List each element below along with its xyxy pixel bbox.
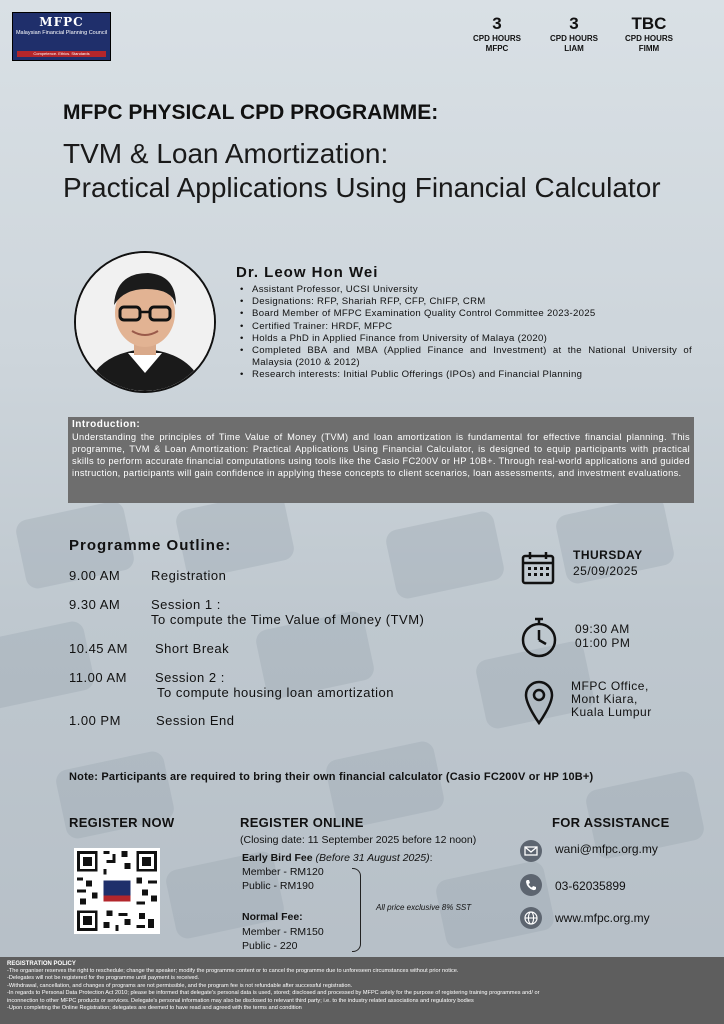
- policy-line: inconnection to other MFPC products or services. Delegate's personal information may also be disclosed to relevant third party; i.e. to the industry related associations and regulatory bodies: [7, 997, 474, 1004]
- normal-public-fee: Public - 220: [242, 940, 298, 952]
- outline-time: 1.00 PM: [69, 713, 121, 728]
- outline-time: 9.00 AM: [69, 568, 121, 583]
- logo-subtitle: Malaysian Financial Planning Council: [15, 30, 108, 36]
- policy-line: -Withdrawal, cancellation, and changes of programs are not permissible, and the program fee is not refundable after successful registration.: [7, 982, 353, 989]
- normal-member-fee: Member - RM150: [242, 926, 324, 938]
- speaker-credentials: [240, 284, 692, 382]
- location-pin-icon: [523, 679, 555, 730]
- introduction-heading: Introduction:: [72, 419, 141, 430]
- registration-policy: [0, 957, 724, 1024]
- closing-date: (Closing date: 11 September 2025 before 12 noon): [240, 834, 477, 846]
- outline-event-detail: To compute housing loan amortization: [157, 685, 394, 700]
- cpd-hours: 3: [569, 14, 579, 33]
- event-time-start: 09:30 AM: [575, 622, 630, 636]
- cpd-mfpc: [466, 14, 528, 54]
- credential-item: • Designations: RFP, Shariah RFP, CFP, ChIFP, CRM: [240, 296, 692, 308]
- title-line-1: TVM & Loan Amortization:: [63, 138, 389, 169]
- mfpc-logo: [12, 12, 111, 61]
- stopwatch-icon: [519, 616, 559, 663]
- credential-item: • Certified Trainer: HRDF, MFPC: [240, 321, 692, 333]
- early-bird-colon: :: [429, 852, 433, 864]
- credential-item: • Assistant Professor, UCSI University: [240, 284, 692, 296]
- early-member-fee: Member - RM120: [242, 866, 324, 878]
- speaker-photo: [74, 251, 216, 393]
- assistance-heading: FOR ASSISTANCE: [552, 815, 670, 830]
- speaker-name: Dr. Leow Hon Wei: [236, 264, 379, 281]
- email-icon: [520, 840, 542, 862]
- outline-event-detail: To compute the Time Value of Money (TVM): [151, 612, 425, 627]
- event-day: THURSDAY: [573, 548, 643, 562]
- cpd-body: FIMM: [638, 44, 660, 53]
- globe-icon: [520, 907, 542, 929]
- outline-time: 11.00 AM: [69, 670, 127, 685]
- outline-event: Registration: [151, 568, 227, 583]
- early-bird-label: [242, 852, 433, 865]
- cpd-label: CPD HOURS: [472, 34, 521, 43]
- cpd-label: CPD HOURS: [549, 34, 598, 43]
- phone-icon: [520, 874, 542, 896]
- outline-time: 10.45 AM: [69, 641, 128, 656]
- cpd-hours: 3: [492, 14, 502, 33]
- credential-item: • Research interests: Initial Public Offerings (IPOs) and Financial Planning: [240, 369, 692, 381]
- outline-event: Session End: [156, 713, 235, 728]
- programme-kicker: MFPC PHYSICAL CPD PROGRAMME:: [63, 101, 439, 124]
- logo-name: MFPC: [39, 15, 84, 29]
- assistance-website[interactable]: www.mfpc.org.my: [555, 911, 650, 925]
- policy-heading: REGISTRATION POLICY: [7, 961, 76, 967]
- policy-line: -Upon completing the Online Registration; delegates are deemed to have read and agreed with the terms and condition: [7, 1005, 302, 1012]
- programme-title: [63, 137, 661, 205]
- early-bird-deadline: (Before 31 August 2025): [315, 852, 430, 864]
- register-now-heading: REGISTER NOW: [69, 815, 175, 830]
- early-bird-heading: Early Bird Fee: [242, 852, 313, 864]
- cpd-hours: TBC: [631, 14, 667, 33]
- credential-item: • Board Member of MFPC Examination Quality Control Committee 2023-2025: [240, 308, 692, 320]
- assistance-email[interactable]: wani@mfpc.org.my: [555, 842, 658, 856]
- calendar-icon: [520, 550, 556, 591]
- cpd-fimm: [618, 14, 680, 54]
- introduction-box: [68, 417, 694, 503]
- cpd-body: MFPC: [485, 44, 509, 53]
- assistance-phone[interactable]: 03-62035899: [555, 879, 626, 893]
- outline-time: 9.30 AM: [69, 597, 121, 612]
- registration-qr-code[interactable]: [74, 848, 160, 934]
- calculator-note: Note: Participants are required to bring their own financial calculator (Casio FC200V or HP 10B+): [69, 771, 594, 783]
- credential-item: • Completed BBA and MBA (Applied Finance and Investment) at the National University of Malaysia (2010 & 2012): [240, 345, 692, 369]
- policy-line: -In regards to Personal Data Protection Act 2010; please be informed that delegate's personal data is used, stored; disclosed and processed by MFPC solely for the purpose of registering training programmes and/ or: [7, 990, 540, 997]
- outline-event: Session 1 :: [151, 597, 221, 612]
- outline-heading: Programme Outline:: [69, 537, 232, 554]
- normal-fee-heading: Normal Fee:: [242, 911, 303, 923]
- register-online-heading: REGISTER ONLINE: [240, 815, 364, 830]
- event-date: 25/09/2025: [573, 564, 639, 578]
- credential-item: • Holds a PhD in Applied Finance from University of Malaya (2020): [240, 333, 692, 345]
- cpd-body: LIAM: [564, 44, 584, 53]
- cpd-label: CPD HOURS: [624, 34, 673, 43]
- sst-note: All price exclusive 8% SST: [376, 903, 472, 912]
- early-public-fee: Public - RM190: [242, 880, 314, 892]
- introduction-text: Understanding the principles of Time Value of Money (TVM) and loan amortization is fundamental for effective financial planning. This programme, TVM & Loan Amortization: Practical Applications Using Financial Calculator, is designed to equip participants with practical skills to perform accurate financial computations using tools like the Casio FC200V or HP 10B+. Through real-world applications and guided instruction, participants will gain confidence in applying these concepts to client scenarios, loan assessments, and investment evaluations.: [72, 432, 690, 478]
- outline-event: Session 2 :: [155, 670, 225, 685]
- venue-line-1: MFPC Office,: [571, 679, 649, 693]
- fee-brace: [352, 868, 361, 952]
- venue-line-3: Kuala Lumpur: [571, 705, 652, 719]
- event-time-end: 01:00 PM: [575, 636, 631, 650]
- venue-line-2: Mont Kiara,: [571, 692, 638, 706]
- outline-event: Short Break: [155, 641, 230, 656]
- cpd-liam: [543, 14, 605, 54]
- policy-line: -The organiser reserves the right to reschedule; change the speaker; modify the programme content or to cancel the programme due to unforeseen circumstances without prior notice.: [7, 968, 459, 974]
- logo-tagline: Competence. Ethics. Standards: [17, 51, 106, 57]
- title-line-2: Practical Applications Using Financial Calculator: [63, 172, 661, 203]
- policy-line: -Delegates will not be registered for the programme until payment is received.: [7, 975, 200, 982]
